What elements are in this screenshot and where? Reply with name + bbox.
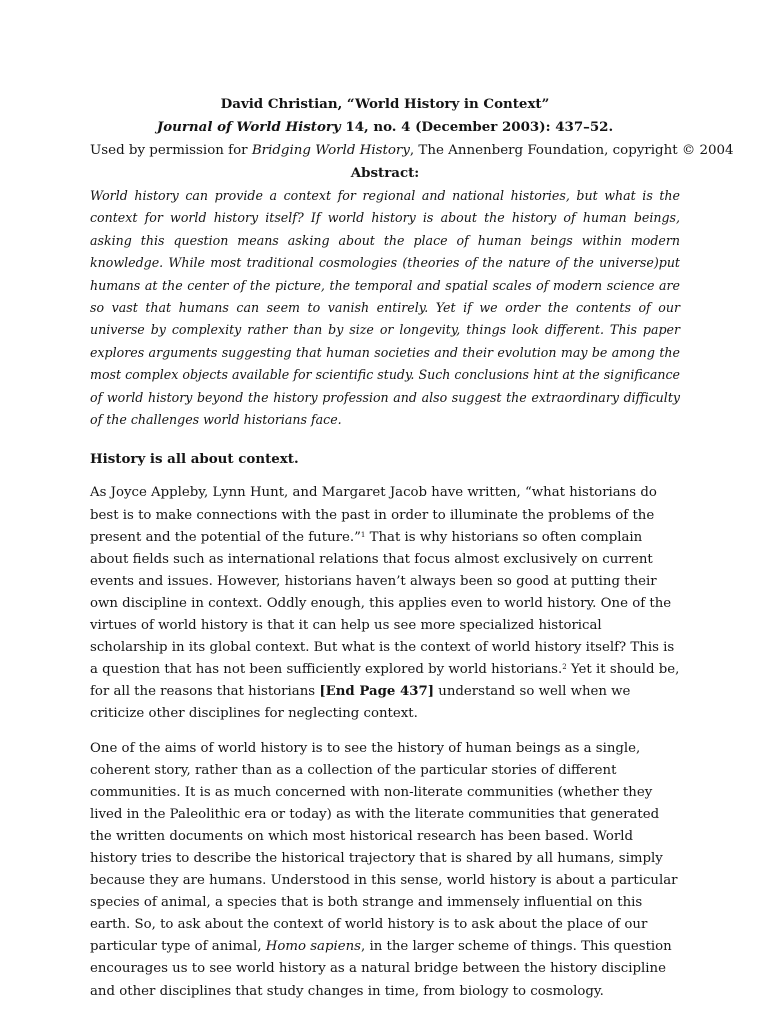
footnote-ref-2[interactable]: 2 [562, 663, 567, 672]
footnote-ref-1[interactable]: 1 [360, 530, 366, 539]
paragraph-1-part-2: That is why historians so often complain about fields such as international relations that focus almost exclusively on current events and issues. However, historians haven’t always been so good at putting their own discipline in context. Oddly enough, this applies even to world history. One of the virtues of world history is that it can help us see more specialized historical scholarship in its global context. But what is the context of world history itself? This is a question that has not been sufficiently explored by world historians. [90, 529, 675, 678]
body-paragraph-1 [90, 482, 680, 725]
citation-header [90, 93, 734, 185]
journal-reference [90, 116, 680, 139]
paragraph-1-part-3: Yet it should be, for all the reasons that historians [90, 662, 680, 700]
permission-suffix: , The Annenberg Foundation, copyright © 2004 [409, 143, 734, 158]
paragraph-1-part-1: As Joyce Appleby, Lynn Hunt, and Margaret Jacob have written, “what historians do best is to make connections with the past in order to illuminate the problems of the present and the potential of the future.” [90, 485, 657, 545]
permission-prefix: Used by permission for [90, 143, 252, 158]
section-heading: History is all about context. [90, 451, 299, 468]
paragraph-2-part-2: , in the larger scheme of things. This question encourages us to see world history as a natural bridge between the history discipline and other disciplines that study changes in time, from biology to cosmology. [90, 939, 672, 999]
species-name: Homo sapiens [265, 939, 361, 955]
page-marker: [End Page 437] [319, 684, 435, 700]
journal-details: 14, no. 4 (December 2003): 437–52. [340, 119, 614, 135]
abstract-text: World history can provide a context for regional and national histories, but what is the context for world history itself? If world history is about the history of human beings, asking this question means asking about the place of human beings within modern knowledge. While most traditional cosmologies (theories of the nature of the universe)put humans at the center of the picture, the temporal and spatial scales of modern science are so vast that humans can seem to vanish entirely. Yet if we order the contents of our universe by complexity rather than by size or longevity, things look different. This paper explores arguments suggesting that human societies and their evolution may be among the most complex objects available for scientific study. Such conclusions hint at the significance of world history beyond the history profession and also suggest the extraordinary difficulty of the challenges world historians face. [90, 188, 680, 428]
abstract-heading: Abstract: [350, 165, 420, 181]
author-title: David Christian, “World History in Context” [220, 96, 550, 112]
journal-name: Journal of World History [156, 119, 341, 135]
paragraph-1-part-4: understand so well when we criticize other disciplines for neglecting context. [90, 684, 631, 722]
paragraph-2-part-1: One of the aims of world history is to see the history of human beings as a single, coherent story, rather than as a collection of the particular stories of different communities. It is as much concerned with non-literate communities (whether they lived in the Paleolithic era or today) as with the literate communities that generated the written documents on which most historical research has been based. World history tries to describe the historical trajectory that is shared by all humans, simply because they are humans. Understood in this sense, world history is about a particular species of animal, a species that is both strange and immensely influential on this earth. So, to ask about the context of world history is to ask about the place of our particular type of animal, [90, 740, 678, 955]
body-paragraph-2 [90, 738, 680, 1003]
permission-notice [90, 139, 734, 162]
permission-source: Bridging World History [251, 143, 410, 158]
